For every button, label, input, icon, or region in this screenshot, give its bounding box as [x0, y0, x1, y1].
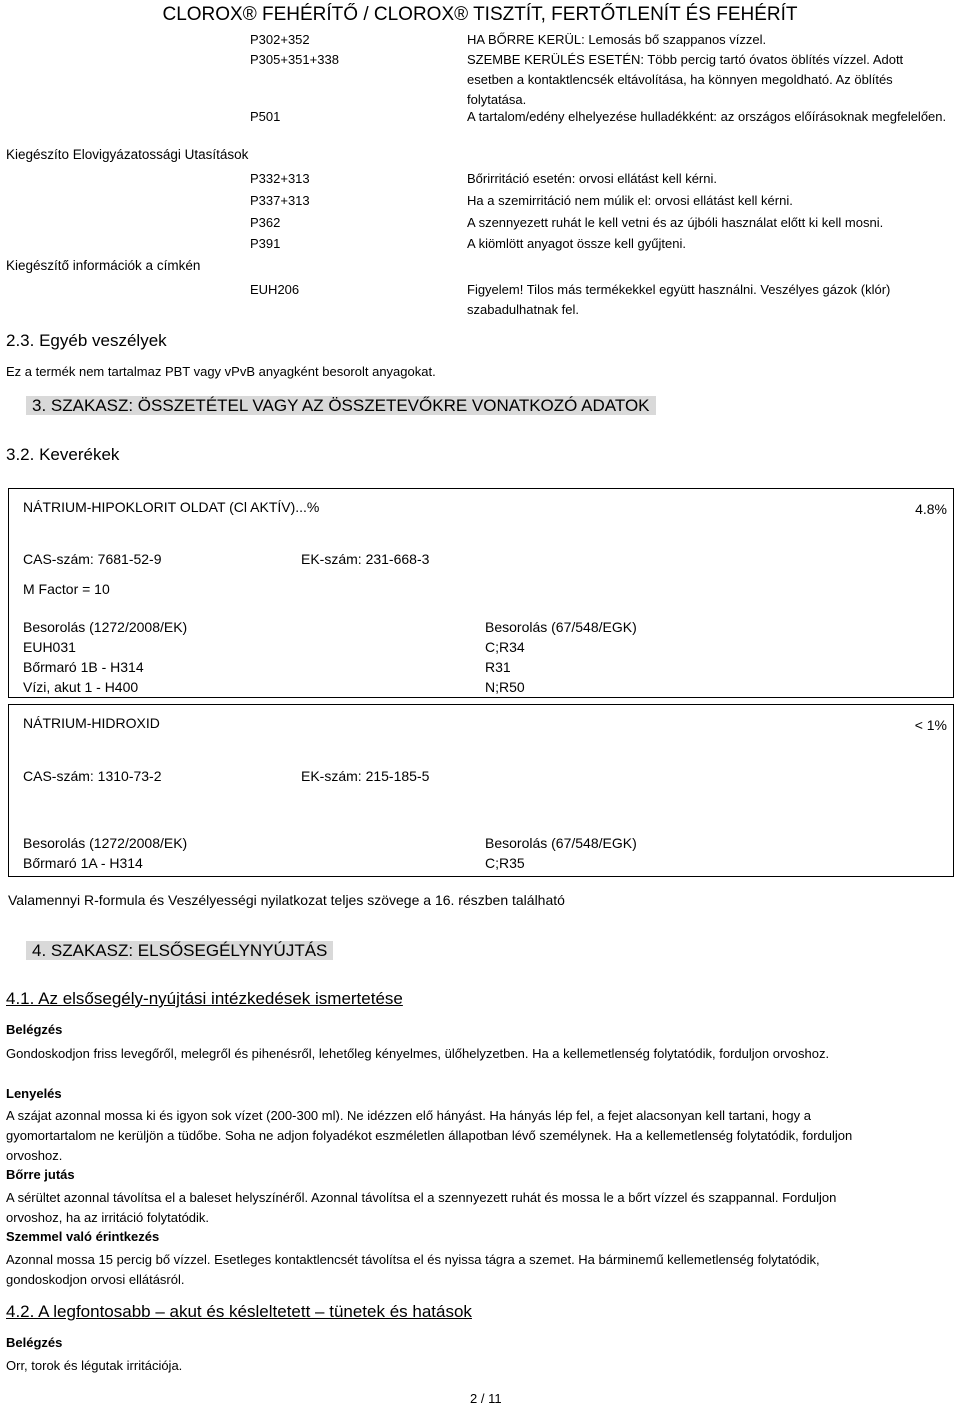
- clp-item: Bőrmaró 1B - H314: [23, 659, 144, 675]
- dsd-item: R31: [485, 659, 511, 675]
- cas-number: CAS-szám: 1310-73-2: [23, 768, 162, 784]
- clp-heading: Besorolás (1272/2008/EK): [23, 835, 188, 851]
- dsd-heading: Besorolás (67/548/EGK): [485, 619, 637, 635]
- supplementary-precautions-label: Kiegészíto Elovigyázatossági Utasítások: [6, 147, 249, 162]
- section4-title: [26, 941, 333, 961]
- euh-text: Figyelem! Tilos más termékekkel együtt használni. Veszélyes gázok (klór) szabadulhatnak fel.: [467, 282, 891, 317]
- p-text: SZEMBE KERÜLÉS ESETÉN: Több percig tartó óvatos öblítés vízzel. Adott esetben a kontaktlencsék eltávolítása, ha könnyen megoldható. Az öblítés folytatása.: [467, 52, 904, 107]
- m-factor: M Factor = 10: [23, 581, 110, 597]
- substance-box-2: [8, 704, 954, 877]
- section3-title-text: 3. SZAKASZ: ÖSSZETÉTEL VAGY AZ ÖSSZETEVŐKRE VONATKOZÓ ADATOK: [26, 396, 656, 415]
- euh-code: EUH206: [250, 282, 300, 297]
- substance-amount: 4.8%: [915, 501, 947, 517]
- p-code: P391: [250, 236, 281, 251]
- p-text: A szennyezett ruhát le kell vetni és az újbóli használat előtt ki kell mosni.: [467, 215, 884, 230]
- p-code: P501: [250, 109, 281, 124]
- ingestion-text: A szájat azonnal mossa ki és igyon sok vízet (200-300 ml). Ne idézzen elő hányást. Ha hányás lép fel, a fejet alacsonyan kell tartani, hogy a gyomortartalom ne kerüljön a tüdőbe. Soha ne adjon folyadékot eszméletlen állapotban lévő személynek. Ha a kellemetlenség folytatódik, forduljon orvoshoz.: [6, 1108, 853, 1163]
- cas-number: CAS-szám: 7681-52-9: [23, 551, 162, 567]
- section3-subtitle: 3.2. Keverékek: [6, 445, 120, 464]
- clp-item: Bőrmaró 1A - H314: [23, 855, 143, 871]
- clp-item: EUH031: [23, 639, 76, 655]
- eye-contact-text: Azonnal mossa 15 percig bő vízzel. Esetleges kontaktlencsét távolítsa el és nyissa tágra a szemet. Ha bárminemű kellemetlenség folytatódik, gondoskodjon orvosi ellátásról.: [6, 1252, 820, 1287]
- substance-name: NÁTRIUM-HIPOKLORIT OLDAT (Cl AKTÍV)...%: [23, 499, 320, 515]
- other-hazards-text: Ez a termék nem tartalmaz PBT vagy vPvB anyagként besorolt anyagokat.: [6, 364, 436, 379]
- document-title: CLOROX® FEHÉRÍTŐ / CLOROX® TISZTÍT, FERTŐTLENÍT ÉS FEHÉRÍT: [162, 4, 798, 25]
- substance-box-1: [8, 488, 954, 698]
- p-code: P302+352: [250, 32, 310, 47]
- section4-1-title: 4.1. Az elsősegély-nyújtási intézkedések ismertetése: [6, 989, 403, 1008]
- p-code: P305+351+338: [250, 52, 339, 67]
- dsd-item: C;R34: [485, 639, 525, 655]
- eye-contact-heading: Szemmel való érintkezés: [6, 1229, 160, 1244]
- dsd-item: C;R35: [485, 855, 525, 871]
- other-hazards-title: 2.3. Egyéb veszélyek: [6, 331, 167, 350]
- p-text: Ha a szemirritáció nem múlik el: orvosi ellátást kell kérni.: [467, 193, 793, 208]
- section4-2-title: 4.2. A legfontosabb – akut és késleltetett – tünetek és hatások: [6, 1302, 472, 1321]
- inhalation-text: Gondoskodjon friss levegőről, melegről és pihenésről, lehetőleg kényelmes, ülőhelyzetben. Ha a kellemetlenség folytatódik, forduljon orvoshoz.: [6, 1046, 830, 1061]
- p-text: A kiömlött anyagot össze kell gyűjteni.: [467, 236, 686, 251]
- section4-title-text: 4. SZAKASZ: ELSŐSEGÉLYNYÚJTÁS: [26, 941, 333, 960]
- p-code: P337+313: [250, 193, 310, 208]
- section3-title: [26, 396, 656, 416]
- inhalation-text-2: Orr, torok és légutak irritációja.: [6, 1358, 183, 1373]
- rformula-note: Valamennyi R-formula és Veszélyességi nyilatkozat teljes szövege a 16. részben található: [8, 892, 565, 908]
- substance-amount: < 1%: [914, 717, 947, 733]
- inhalation-heading-2: Belégzés: [6, 1335, 63, 1350]
- p-text: HA BŐRRE KERÜL: Lemosás bő szappanos vízzel.: [467, 32, 767, 47]
- dsd-item: N;R50: [485, 679, 525, 695]
- p-text: A tartalom/edény elhelyezése hulladékként: az országos előírásoknak megfelelően.: [467, 109, 947, 124]
- p-text: Bőrirritáció esetén: orvosi ellátást kell kérni.: [467, 171, 717, 186]
- ingestion-heading: Lenyelés: [6, 1086, 62, 1101]
- clp-item: Vízi, akut 1 - H400: [23, 679, 139, 695]
- dsd-heading: Besorolás (67/548/EGK): [485, 835, 637, 851]
- p-code: P362: [250, 215, 281, 230]
- ec-number: EK-szám: 231-668-3: [301, 551, 430, 567]
- skin-contact-heading: Bőrre jutás: [6, 1167, 75, 1182]
- clp-heading: Besorolás (1272/2008/EK): [23, 619, 188, 635]
- supplementary-label-info: Kiegészítő információk a címkén: [6, 258, 201, 273]
- inhalation-heading: Belégzés: [6, 1022, 63, 1037]
- page-number: 2 / 11: [470, 1391, 502, 1406]
- skin-contact-text: A sérültet azonnal távolítsa el a baleset helyszínéről. Azonnal távolítsa el a szennyezett ruhát és mossa le a bőrt vízzel és szappannal. Forduljon orvoshoz, ha az irritáció folytatódik.: [6, 1190, 837, 1225]
- substance-name: NÁTRIUM-HIDROXID: [23, 715, 160, 731]
- p-code: P332+313: [250, 171, 310, 186]
- ec-number: EK-szám: 215-185-5: [301, 768, 430, 784]
